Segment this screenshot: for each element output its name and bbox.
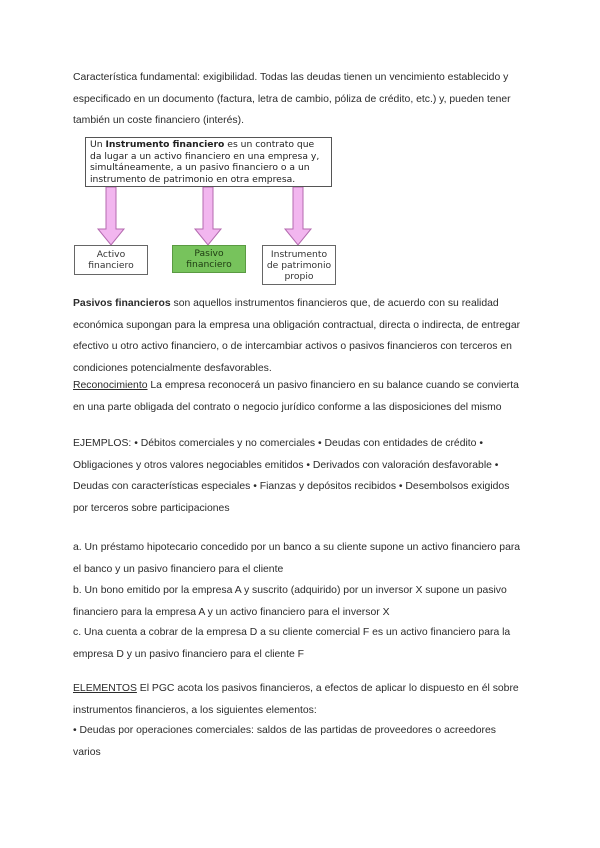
elementos-paragraph: ELEMENTOS El PGC acota los pasivos financieros, a efectos de aplicar lo dispuesto en él sobre instrumentos financieros, a los siguientes elementos:: [73, 683, 519, 716]
arrow-down-icon: [193, 187, 223, 247]
definition-term: Instrumento financiero: [105, 139, 225, 150]
example-b: b. Un bono emitido por la empresa A y suscrito (adquirido) por un inversor X supone un pasivo financiero para la empresa A y un activo financiero para el inversor X: [73, 585, 507, 618]
arrow-down-icon: [96, 187, 126, 247]
reconocimiento-label: Reconocimiento: [73, 380, 148, 391]
ejemplos-paragraph: EJEMPLOS: • Débitos comerciales y no comerciales • Deudas con entidades de crédito • Obligaciones y otros valores negociables emitidos • Derivados con valoración desfavorable • Deudas con características especiales • Fianzas y depósitos recibidos • Desembolsos exigidos por terceros sobre participaciones: [73, 438, 510, 514]
instrumento-patrimonio-box: Instrumento de patrimonio propio: [262, 245, 336, 285]
elementos-label: ELEMENTOS: [73, 683, 137, 694]
activo-financiero-box: Activo financiero: [74, 245, 148, 275]
reconocimiento-paragraph: Reconocimiento La empresa reconocerá un pasivo financiero en su balance cuando se convierta en una parte obligada del contrato o negocio jurídico conforme a las disposiciones del mismo: [73, 380, 519, 413]
arrow-down-icon: [283, 187, 313, 247]
definition-text: es un contrato que da lugar a un activo financiero en una empresa y, simultáneamente, a un pasivo financiero o a un instrumento de patrimonio en otra empresa.: [90, 139, 320, 185]
example-c: c. Una cuenta a cobrar de la empresa D a su cliente comercial F es un activo financiero para la empresa D y un pasivo financiero para el cliente F: [73, 627, 511, 660]
deudas-comerciales-item: • Deudas por operaciones comerciales: saldos de las partidas de proveedores o acreedores varios: [73, 725, 496, 758]
intro-paragraph: Característica fundamental: exigibilidad. Todas las deudas tienen un vencimiento establecido y especificado en un documento (factura, letra de cambio, póliza de crédito, etc.) y, pueden tener también un coste financiero (interés).: [73, 72, 511, 126]
pasivo-financiero-box: Pasivo financiero: [172, 245, 246, 273]
pasivos-paragraph: Pasivos financieros son aquellos instrumentos financieros que, de acuerdo con su realidad económica supongan para la empresa una obligación contractual, directa o indirecta, de entregar efectivo u otro activo financiero, o de intercambiar activos o pasivos financieros con terceros en condiciones potencialmente desfavorables.: [73, 298, 521, 374]
definition-prefix: Un: [90, 139, 106, 150]
example-a: a. Un préstamo hipotecario concedido por un banco a su cliente supone un activo financiero para el banco y un pasivo financiero para el cliente: [73, 542, 521, 575]
definition-box: [85, 137, 332, 187]
pasivos-term: Pasivos financieros: [73, 298, 171, 309]
